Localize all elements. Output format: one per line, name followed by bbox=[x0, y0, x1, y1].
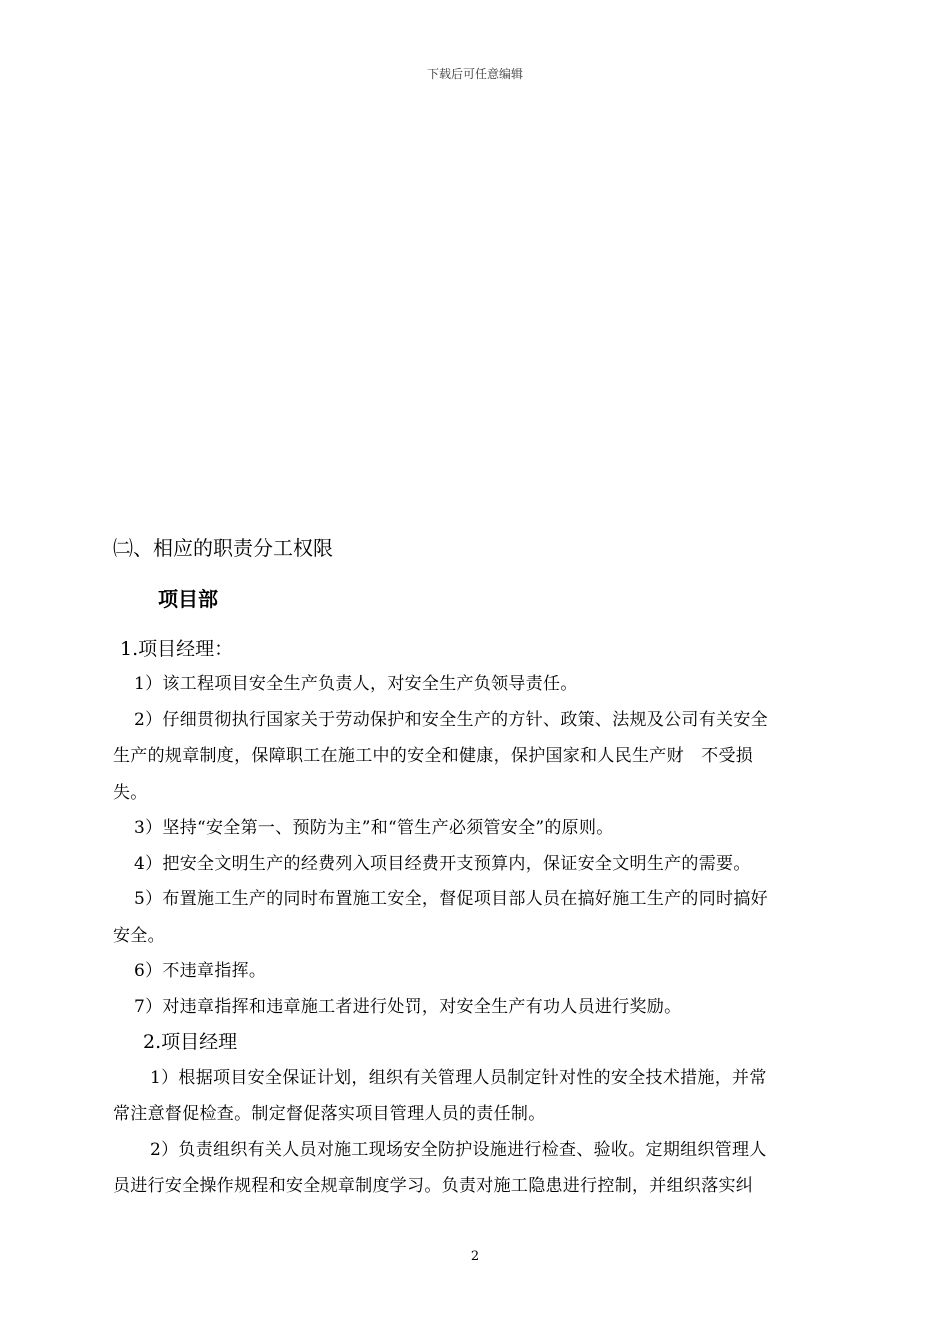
header-note: 下载后可任意编辑 bbox=[426, 67, 523, 81]
pm-duty-3: 3）坚持“安全第一、预防为主”和“管生产必须管安全”的原则。 bbox=[134, 818, 614, 838]
pm-duty-4: 4）把安全文明生产的经费列入项目经费开支预算内，保证安全文明生产的需要。 bbox=[134, 854, 751, 874]
pm-duty-5-line-1: 5）布置施工生产的同时布置施工安全，督促项目部人员在搞好施工生产的同时搞好 bbox=[134, 889, 768, 909]
role2-duty-1-line-2: 常注意督促检查。制定督促落实项目管理人员的责任制。 bbox=[113, 1104, 546, 1124]
page-number: 2 bbox=[470, 1249, 480, 1264]
role2-duty-2-line-1: 2）负责组织有关人员对施工现场安全防护设施进行检查、验收。定期组织管理人 bbox=[150, 1140, 767, 1160]
role2-duty-1-line-1: 1）根据项目安全保证计划，组织有关管理人员制定针对性的安全技术措施，并常 bbox=[150, 1068, 767, 1088]
role2-duty-2-line-2: 员进行安全操作规程和安全规章制度学习。负责对施工隐患进行控制，并组织落实纠 bbox=[113, 1176, 754, 1196]
pm-duty-1: 1）该工程项目安全生产负责人，对安全生产负领导责任。 bbox=[134, 674, 578, 694]
pm-duty-7: 7）对违章指挥和违章施工者进行处罚，对安全生产有功人员进行奖励。 bbox=[134, 997, 682, 1017]
role-project-manager-title: 1.项目经理： bbox=[120, 638, 234, 660]
pm-duty-6: 6）不违章指挥。 bbox=[134, 961, 267, 981]
pm-duty-5-line-2: 安全。 bbox=[113, 926, 165, 946]
section-heading: ㈡、相应的职责分工权限 bbox=[113, 536, 333, 560]
role-2-title: 2.项目经理 bbox=[143, 1031, 238, 1053]
pm-duty-2-line-1: 2）仔细贯彻执行国家关于劳动保护和安全生产的方针、政策、法规及公司有关安全 bbox=[134, 710, 768, 730]
pm-duty-2-line-2: 生产的规章制度，保障职工在施工中的安全和健康，保护国家和人民生产财 不受损 bbox=[113, 746, 754, 766]
department-heading: 项目部 bbox=[158, 587, 218, 611]
pm-duty-2-line-3: 失。 bbox=[113, 783, 148, 803]
